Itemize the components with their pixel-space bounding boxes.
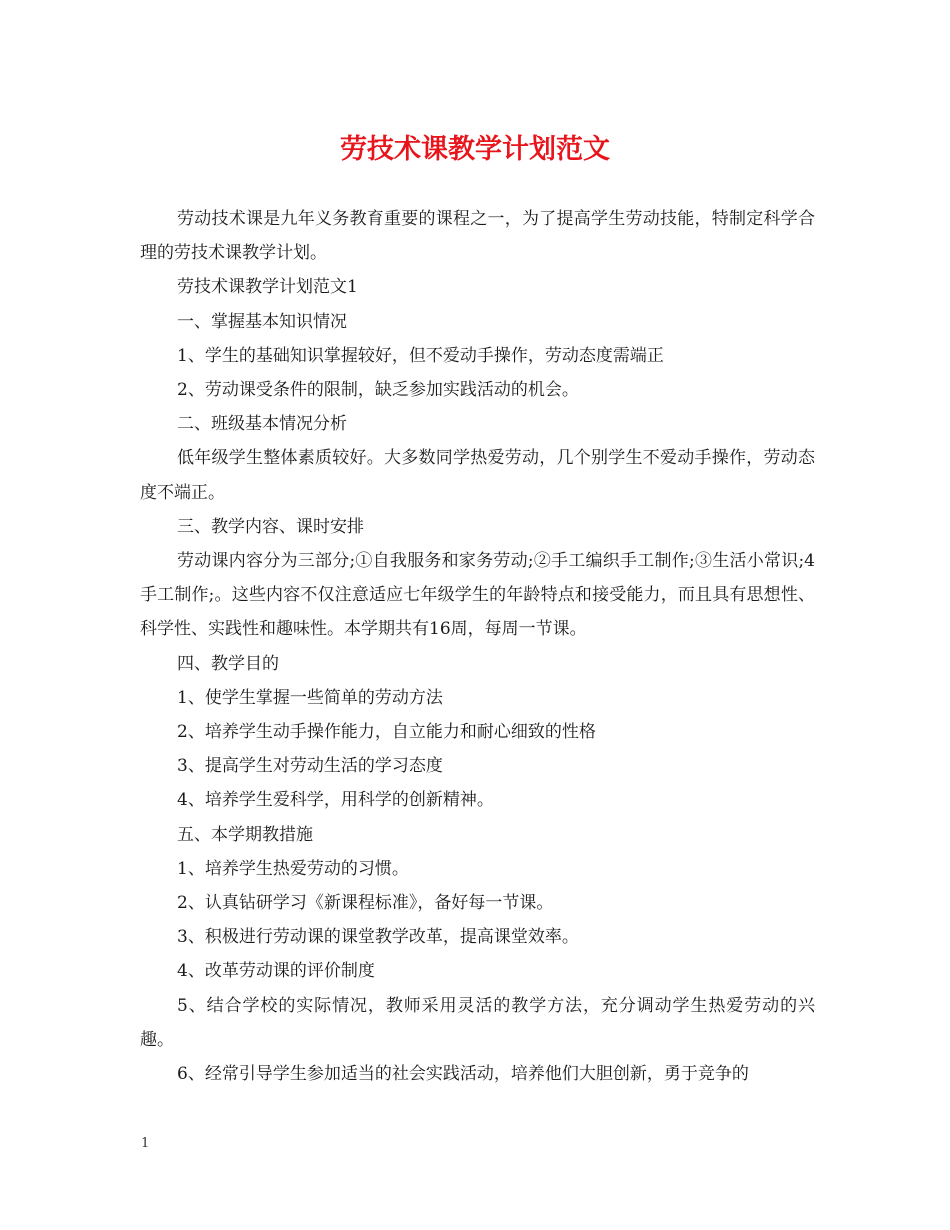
list-item: 4、改革劳动课的评价制度 [177, 961, 375, 982]
heading-teaching-measures: 五、本学期教措施 [177, 824, 313, 845]
list-item: 1、使学生掌握一些简单的劳动方法 [177, 687, 443, 708]
intro-paragraph: 劳动技术课是九年义务教育重要的课程之一，为了提高学生劳动技能，特制定科学合理的劳技术课教学计划。 [140, 209, 815, 264]
list-item: 5、结合学校的实际情况，教师采用灵活的教学方法，充分调动学生热爱劳动的兴趣。 [140, 995, 815, 1050]
section-subtitle: 劳技术课教学计划范文1 [177, 277, 358, 298]
document-title: 劳技术课教学计划范文 [340, 134, 610, 165]
heading-basic-knowledge: 一、掌握基本知识情况 [177, 311, 347, 332]
list-item: 3、积极进行劳动课的课堂教学改革，提高课堂效率。 [177, 927, 579, 948]
list-item: 1、学生的基础知识掌握较好，但不爱动手操作，劳动态度需端正 [177, 345, 664, 366]
list-item: 4、培养学生爱科学，用科学的创新精神。 [177, 790, 494, 811]
body-paragraph: 低年级学生整体素质较好。大多数同学热爱劳动，几个别学生不爱动手操作，劳动态度不端正。 [140, 448, 815, 503]
document-body [140, 202, 815, 1091]
heading-class-analysis: 二、班级基本情况分析 [177, 414, 347, 435]
list-item: 2、认真钻研学习《新课程标准》，备好每一节课。 [177, 893, 554, 914]
list-item: 3、提高学生对劳动生活的学习态度 [177, 756, 443, 777]
list-item: 2、劳动课受条件的限制，缺乏参加实践活动的机会。 [177, 380, 579, 401]
heading-teaching-content: 三、教学内容、课时安排 [177, 516, 364, 537]
list-item: 1、培养学生热爱劳动的习惯。 [177, 858, 409, 879]
body-paragraph: 劳动课内容分为三部分;①自我服务和家务劳动;②手工编织手工制作;③生活小常识;4手工制作;。这些内容不仅注意适应七年级学生的年龄特点和接受能力，而且具有思想性、科学性、实践性和趣味性。本学期共有16周，每周一节课。 [140, 551, 815, 640]
list-item: 6、经常引导学生参加适当的社会实践活动，培养他们大胆创新，勇于竞争的 [177, 1064, 749, 1085]
heading-teaching-goals: 四、教学目的 [177, 653, 279, 674]
list-item: 2、培养学生动手操作能力，自立能力和耐心细致的性格 [177, 722, 596, 743]
page-number: 1 [141, 1136, 150, 1151]
